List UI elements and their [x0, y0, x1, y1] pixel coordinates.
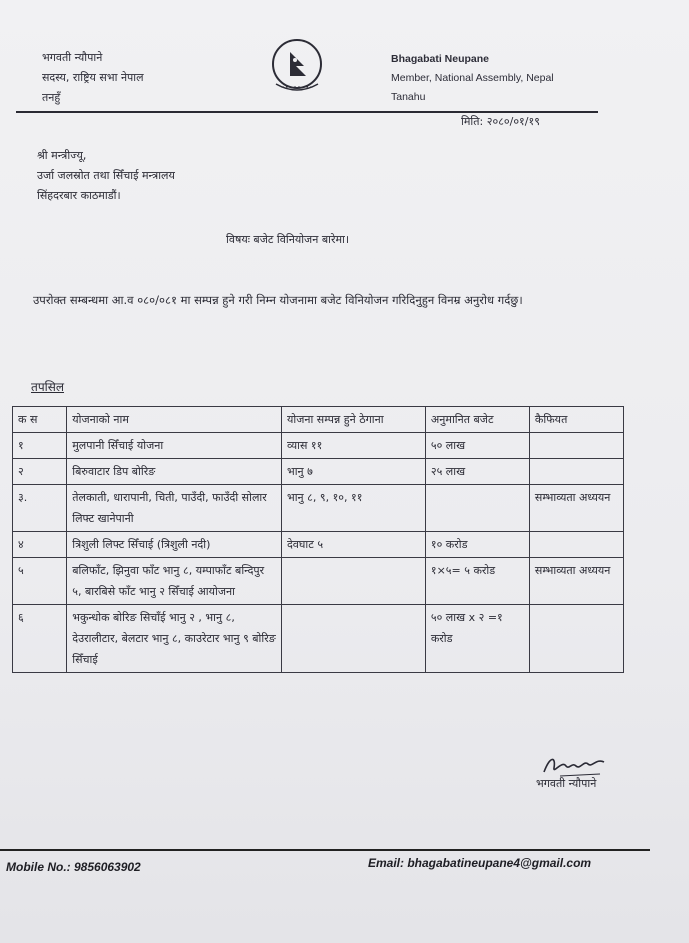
- cell-remarks: [529, 532, 623, 558]
- table-row: [13, 532, 624, 558]
- footer-divider: [0, 849, 650, 851]
- cell-project-name: त्रिशुली लिफ्ट सिँचाई (त्रिशुली नदी): [67, 532, 282, 558]
- header-divider: [16, 111, 598, 113]
- table-row: [13, 558, 624, 605]
- table-row: [13, 485, 624, 532]
- cell-remarks: सम्भाव्यता अध्ययन: [529, 485, 623, 532]
- cell-budget: ५० लाख: [425, 433, 529, 459]
- cell-remarks: [529, 459, 623, 485]
- cell-budget: ५० लाख x २ =१ करोड: [425, 605, 529, 673]
- project-table: [12, 406, 624, 673]
- cell-serial: ३.: [13, 485, 67, 532]
- header-budget: अनुमानित बजेट: [425, 407, 529, 433]
- signer-name: भगवती न्यौपाने: [536, 777, 597, 790]
- nepal-emblem-icon: [264, 34, 330, 100]
- cell-serial: ५: [13, 558, 67, 605]
- table-header-row: [13, 407, 624, 433]
- letter-date: मिति: २०८०/०१/१९: [461, 115, 540, 128]
- cell-location: व्यास ११: [281, 433, 425, 459]
- cell-budget: २५ लाख: [425, 459, 529, 485]
- table-row: [13, 605, 624, 673]
- header-left-block: [42, 48, 144, 108]
- address-line: उर्जा जलस्रोत तथा सिँचाई मन्त्रालय: [37, 169, 175, 182]
- cell-serial: १: [13, 433, 67, 459]
- sender-title-english: Member, National Assembly, Nepal: [391, 72, 554, 84]
- cell-project-name: तेलकाती, धारापानी, चिती, पाउँदी, फाउँदी सोलार लिफ्ट खानेपानी: [67, 485, 282, 532]
- mobile-number: Mobile No.: 9856063902: [6, 860, 141, 874]
- cell-project-name: मुलपानी सिँचाई योजना: [67, 433, 282, 459]
- cell-location: भानु ८, ९, १०, ११: [281, 485, 425, 532]
- sender-name-english: Bhagabati Neupane: [391, 53, 490, 65]
- table-row: [13, 459, 624, 485]
- details-heading: तपसिल: [31, 380, 65, 394]
- recipient-address: [37, 146, 175, 206]
- cell-budget: १० करोड: [425, 532, 529, 558]
- cell-serial: २: [13, 459, 67, 485]
- cell-location: [281, 558, 425, 605]
- cell-remarks: सम्भाव्यता अध्ययन: [529, 558, 623, 605]
- header-right-block: [391, 50, 554, 107]
- cell-remarks: [529, 433, 623, 459]
- cell-serial: ६: [13, 605, 67, 673]
- header-location: योजना सम्पन्न हुने ठेगाना: [281, 407, 425, 433]
- cell-budget: १×५= ५ करोड: [425, 558, 529, 605]
- cell-project-name: भकुन्धोक बोरिङ सिचाँई भानु २ , भानु ८, देउरालीटार, बेलटार भानु ८, काउरेटार भानु ९ बोरिङ सिँचाई: [67, 605, 282, 673]
- cell-serial: ४: [13, 532, 67, 558]
- header-remarks: कैफियत: [529, 407, 623, 433]
- header-project-name: योजनाको नाम: [67, 407, 282, 433]
- cell-location: भानु ७: [281, 459, 425, 485]
- cell-project-name: बिरुवाटार डिप बोरिङ: [67, 459, 282, 485]
- sender-title-nepali: सदस्य, राष्ट्रिय सभा नेपाल: [42, 71, 144, 84]
- email-address: Email: bhagabatineupane4@gmail.com: [368, 856, 592, 870]
- table-row: [13, 433, 624, 459]
- sender-district-english: Tanahu: [391, 91, 426, 103]
- cell-project-name: बलिफाँट, झिनुवा फाँट भानु ८, यम्पाफाँट बन्दिपुर ५, बारबिसे फाँट भानु २ सिँचाई आयोजना: [67, 558, 282, 605]
- cell-budget: [425, 485, 529, 532]
- sender-district-nepali: तनहुँ: [42, 91, 61, 104]
- address-line: सिंहदरबार काठमाडौं।: [37, 189, 121, 202]
- letter-body: उपरोक्त सम्बन्धमा आ.व ०८०/०८१ मा सम्पन्न हुने गरी निम्न योजनामा बजेट विनियोजन गरिदिनुहुन विनम्र अनुरोध गर्दछु।: [33, 293, 523, 307]
- address-line: श्री मन्त्रीज्यू,: [37, 149, 87, 162]
- letter-subject: विषयः बजेट विनियोजन बारेमा।: [226, 233, 350, 246]
- sender-name-nepali: भगवती न्यौपाने: [42, 51, 103, 64]
- cell-location: देवघाट ५: [281, 532, 425, 558]
- cell-remarks: [529, 605, 623, 673]
- header-serial: क स: [13, 407, 67, 433]
- cell-location: [281, 605, 425, 673]
